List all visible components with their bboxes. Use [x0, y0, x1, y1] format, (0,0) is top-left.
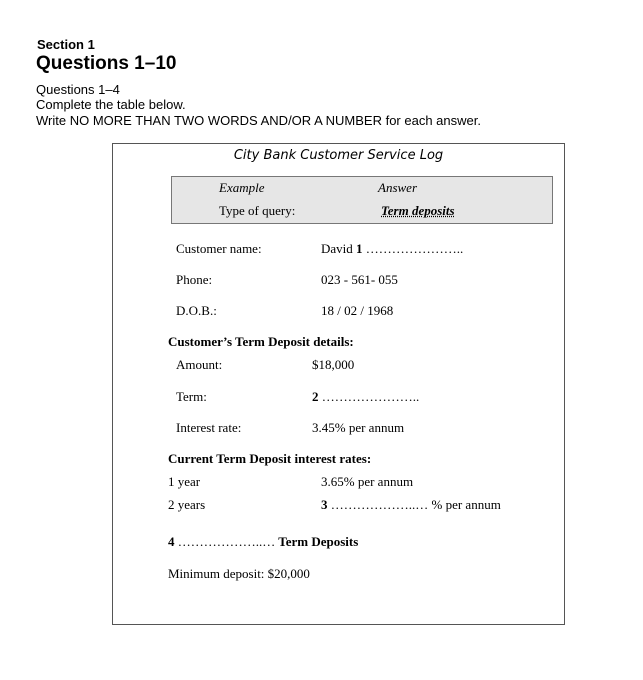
sub-questions-label: Questions 1–4	[36, 82, 120, 97]
dob-value: 18 / 02 / 1968	[321, 303, 394, 318]
two-years-label: 2 years	[168, 497, 206, 512]
customer-name-value	[321, 241, 463, 257]
question-number-2: 2	[312, 389, 319, 404]
question-number-1: 1	[356, 241, 363, 256]
customer-name-prefix: David	[321, 241, 357, 256]
example-header: Example	[219, 180, 265, 195]
two-years-value	[321, 497, 501, 513]
example-answer: Term deposits	[381, 203, 455, 218]
answer-header: Answer	[378, 180, 417, 195]
section-label: Section 1	[37, 37, 95, 52]
instruction-word-limit: Write NO MORE THAN TWO WORDS AND/OR A NUMBER for each answer.	[36, 113, 481, 128]
minimum-deposit: Minimum deposit: $20,000	[168, 566, 310, 581]
answer-blank-4[interactable]: ………………..…	[174, 534, 276, 549]
dob-label: D.O.B.:	[176, 303, 217, 318]
log-title: City Bank Customer Service Log	[233, 148, 444, 163]
answer-blank-1[interactable]: …………………..	[362, 241, 464, 256]
answer-blank-3[interactable]: ………………..…	[327, 497, 429, 512]
term-value	[312, 389, 419, 405]
amount-label: Amount:	[176, 357, 223, 372]
question-number-4: 4	[168, 534, 175, 549]
question-number-3: 3	[321, 497, 328, 512]
phone-value: 023 - 561- 055	[321, 272, 398, 287]
customer-name-label: Customer name:	[176, 241, 262, 256]
one-year-value: 3.65% per annum	[321, 474, 414, 489]
interest-rate-value: 3.45% per annum	[312, 420, 405, 435]
amount-value: $18,000	[312, 357, 355, 372]
one-year-label: 1 year	[168, 474, 201, 489]
current-rates-heading: Current Term Deposit interest rates:	[168, 451, 372, 466]
term-deposits-label: Term Deposits	[275, 534, 359, 549]
service-log-box	[112, 143, 565, 625]
questions-heading: Questions 1–10	[36, 53, 177, 74]
interest-rate-label: Interest rate:	[176, 420, 242, 435]
example-box	[171, 176, 553, 224]
term-label: Term:	[176, 389, 207, 404]
deposit-details-heading: Customer’s Term Deposit details:	[168, 334, 354, 349]
question-4-line	[168, 534, 358, 550]
phone-label: Phone:	[176, 272, 213, 287]
instruction-complete-table: Complete the table below.	[36, 97, 186, 112]
answer-blank-2[interactable]: …………………..	[318, 389, 420, 404]
per-annum-suffix: % per annum	[428, 497, 501, 512]
example-label: Type of query:	[219, 203, 296, 218]
